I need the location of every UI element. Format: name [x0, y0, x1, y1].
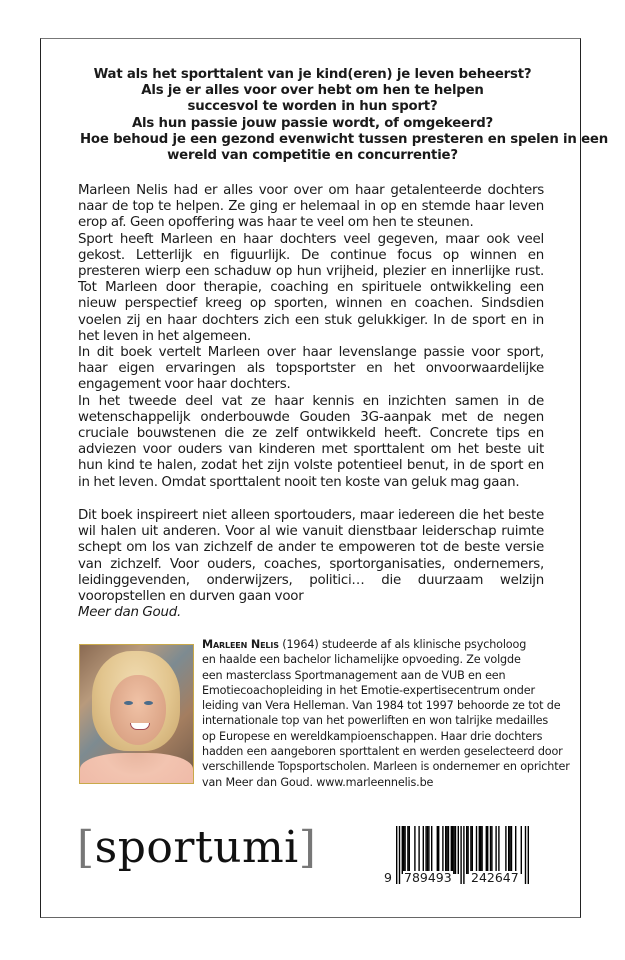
barcode-bar: [472, 826, 473, 874]
author-name: Marleen Nelis: [202, 638, 279, 651]
barcode-bar: [448, 826, 449, 874]
barcode-bar: [455, 826, 456, 874]
question-line: Wat als het sporttalent van je kind(eren) je leven beheerst?: [93, 67, 532, 82]
paragraph-intro: Marleen Nelis had er alles voor over om haar getalenteerde dochters naar de top te helpen. Ze ging er helemaal in op en stemde haar leven erop af. Geen opoffering was haar te veel om hen te steunen.: [78, 183, 544, 231]
bio-line: van Meer dan Goud. www.marleennelis.be: [202, 775, 434, 789]
book-title-italic: Meer dan Goud.: [78, 605, 181, 621]
barcode-bar: [467, 826, 468, 874]
barcode-bar: [495, 826, 496, 874]
barcode-bar: [442, 826, 443, 874]
blurb-questions: [80, 67, 608, 164]
question-line: Hoe behoud je een gezond evenwicht tussen presteren en spelen in een: [80, 131, 608, 147]
barcode-bar: [476, 826, 477, 874]
barcode-bar: [505, 826, 506, 874]
barcode-bar: [509, 826, 510, 874]
barcode-bar: [515, 826, 516, 874]
audience-section: [78, 508, 544, 621]
barcode-bar: [521, 826, 522, 874]
bio-line: leiding van Vera Helleman. Van 1984 tot 1997 behoorde ze tot de: [202, 699, 561, 713]
paragraph-cost: Sport heeft Marleen en haar dochters veel gegeven, maar ook veel gekost. Letterlijk en figuurlijk. De continue focus op winnen en presteren wierp een schaduw op hun vrijheid, plezier en innerlijke rust. Tot Marleen door therapie, coaching en spirituele ontwikkeling een nieuw perspectief kreeg op sporten, winnen en coachen. Sindsdien voelen zij en haar dochters zich een stuk gelukkiger. In de sport en in het leven in het algemeen.: [78, 231, 544, 344]
barcode-bar: [486, 826, 487, 874]
barcode-bar: [508, 826, 509, 874]
book-content-section: [78, 345, 544, 491]
barcode-bar: [498, 826, 499, 874]
barcode-bar: [451, 826, 452, 874]
barcode-bar: [466, 826, 467, 874]
barcode-bar: [487, 826, 488, 874]
barcode-bar: [452, 826, 453, 874]
paragraph-book: In dit boek vertelt Marleen over haar levenslange passie voor sport, haar eigen ervaringen als topsportster en het onvoorwaardelijke engagement voor haar dochters.: [78, 345, 544, 393]
bio-line: en haalde een bachelor lichamelijke opvoeding. Ze volgde: [202, 653, 521, 667]
author-bio: [202, 637, 570, 790]
author-portrait-eye: [144, 701, 153, 705]
bio-line: op Europese en wereldkampioenschappen. Haar drie dochters: [202, 729, 543, 743]
paragraph-audience: [78, 508, 544, 621]
barcode-bar: [427, 826, 428, 874]
question-line: succesvol te worden in hun sport?: [187, 99, 438, 115]
audience-text: Dit boek inspireert niet alleen sportouders, maar iedereen die het beste wil halen uit anderen. Voor al wie vanuit dienstbaar leiderschap ruimte schept om los van zichzelf de ander te empoweren tot de beste versie van zichzelf. Voor ouders, coaches, sportorganisaties, ondernemers, leidinggevenden, onderwijzers, politici… die duurzaam welzijn vooropstellen en durven gaan voor: [78, 508, 544, 605]
bio-line: een masterclass Sportmanagement aan de VUB en een: [202, 668, 506, 682]
barcode-bar: [511, 826, 512, 874]
intro-section: [78, 183, 544, 345]
isbn-right-group: 242647: [471, 870, 519, 885]
barcode-bar: [418, 826, 419, 874]
barcode-bar: [407, 826, 408, 874]
barcode-bar: [431, 826, 432, 874]
barcode-bar: [445, 826, 446, 874]
isbn-left-group: 789493: [404, 870, 452, 885]
logo-bracket-open: [: [77, 822, 95, 873]
logo-bracket-close: ]: [298, 822, 317, 873]
bio-line: Marleen Nelis (1964) studeerde af als klinische psycholoog: [202, 638, 527, 651]
barcode-bar: [479, 826, 480, 874]
question-line: Als hun passie jouw passie wordt, of omgekeerd?: [131, 115, 494, 131]
barcode-bar: [423, 826, 424, 874]
barcode-bar: [491, 826, 492, 874]
logo-wordmark: sportumi: [94, 822, 299, 873]
bio-line: hadden een aangeboren sporttalent en werden geselecteerd door: [202, 745, 563, 759]
question-line: Als je er alles voor over hebt om hen te helpen: [141, 83, 484, 99]
author-portrait-shoulders: [80, 753, 193, 784]
bio-line: internationale top van het powerliften en won talrijke medailles: [202, 714, 549, 728]
barcode-bar: [446, 826, 447, 874]
barcode-bar: [402, 826, 403, 874]
bio-line: Emotiecoachopleiding in het Emotie-expertisecentrum onder: [202, 683, 535, 697]
barcode-bar: [425, 826, 426, 874]
barcode-bar: [404, 826, 405, 874]
barcode-bar: [480, 826, 481, 874]
paragraph-method: In het tweede deel vat ze haar kennis en inzichten samen in de wetenschappelijk onderbouwde Gouden 3G-aanpak met de negen cruciale bouwstenen die ze zelf ontwikkeld heeft. Concrete tips en adviezen voor ouders van kinderen met sporttalent om het beste uit hun kind te halen, zodat het zijn volste potentieel benut, in de sport en in het leven. Omdat sporttalent nooit ten koste van geluk mag gaan.: [78, 393, 544, 490]
barcode-bar: [403, 826, 404, 874]
barcode-bar: [490, 826, 491, 874]
barcode-bar: [481, 826, 482, 874]
isbn-first-digit: 9: [384, 870, 392, 885]
publisher-logo: [77, 818, 316, 878]
author-portrait-face: [110, 675, 166, 745]
question-line: wereld van competitie en concurrentie?: [167, 148, 458, 164]
barcode-bar: [437, 826, 438, 874]
author-portrait-eye: [124, 701, 133, 705]
barcode-bar: [470, 826, 471, 874]
bio-line: verschillende Topsportscholen. Marleen is ondernemer en oprichter: [202, 760, 570, 774]
barcode-bar: [428, 826, 429, 874]
barcode-bar: [453, 826, 454, 874]
author-photo: [79, 644, 194, 784]
barcode-bar: [414, 826, 415, 874]
barcode-bar: [458, 826, 459, 874]
barcode-bar: [409, 826, 410, 874]
barcode-bar: [438, 826, 439, 874]
isbn-number: [383, 871, 533, 885]
